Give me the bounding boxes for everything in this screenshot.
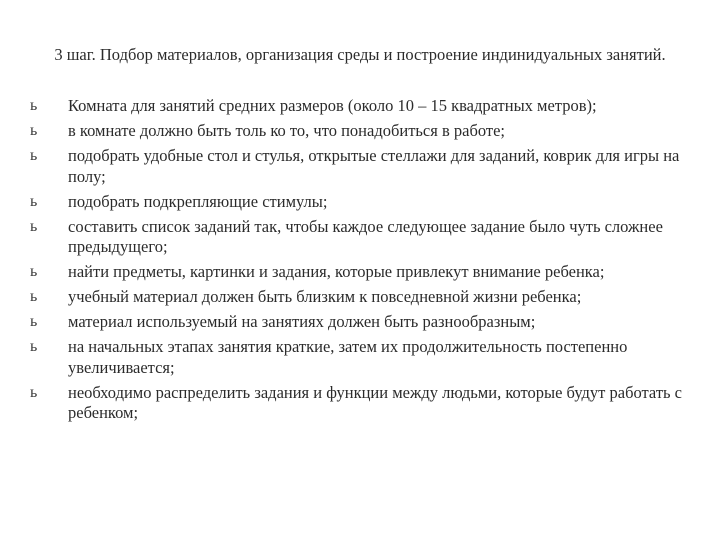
list-item-text: на начальных этапах занятия краткие, затем их продолжительность постепенно увеличивается; — [68, 337, 628, 377]
list-item-text: в комнате должно быть толь ко то, что понадобиться в работе; — [68, 121, 506, 140]
list-item-text: учебный материал должен быть близким к повседневной жизни ребенка; — [68, 287, 582, 306]
bullet-list — [30, 96, 690, 428]
bullet-marker: ь — [30, 263, 38, 280]
bullet-marker: ь — [30, 313, 38, 330]
list-item — [30, 287, 690, 308]
list-item-text: материал используемый на занятиях должен быть разнообразным; — [68, 312, 536, 331]
list-item — [30, 337, 690, 378]
list-item — [30, 262, 690, 283]
bullet-marker: ь — [30, 383, 38, 401]
list-item-text: найти предметы, картинки и задания, которые привлекут внимание ребенка; — [68, 262, 605, 281]
bullet-marker: ь — [30, 217, 38, 235]
bullet-marker: ь — [30, 122, 38, 139]
bullet-marker: ь — [30, 192, 38, 210]
bullet-marker: ь — [30, 338, 38, 355]
list-item — [30, 146, 690, 187]
list-item — [30, 96, 690, 117]
list-item — [30, 383, 690, 424]
list-item-text: подобрать удобные стол и стулья, открытые стеллажи для заданий, коврик для игры на полу; — [68, 146, 680, 186]
list-item — [30, 192, 690, 213]
bullet-marker: ь — [30, 97, 38, 114]
bullet-marker: ь — [30, 288, 38, 305]
list-item — [30, 312, 690, 333]
list-item-text: Комната для занятий средних размеров (около 10 – 15 квадратных метров); — [68, 96, 597, 115]
bullet-marker: ь — [30, 147, 38, 164]
list-item — [30, 217, 690, 258]
list-item-text: необходимо распределить задания и функции между людьми, которые будут работать с ребенком; — [68, 382, 683, 422]
list-item — [30, 121, 690, 142]
list-item-text: составить список заданий так, чтобы каждое следующее задание было чуть сложнее предыдущего; — [68, 216, 663, 256]
list-item-text: подобрать подкрепляющие стимулы; — [68, 191, 328, 211]
slide-title: 3 шаг. Подбор материалов, организация среды и построение индинидуальных занятий. — [54, 45, 666, 64]
